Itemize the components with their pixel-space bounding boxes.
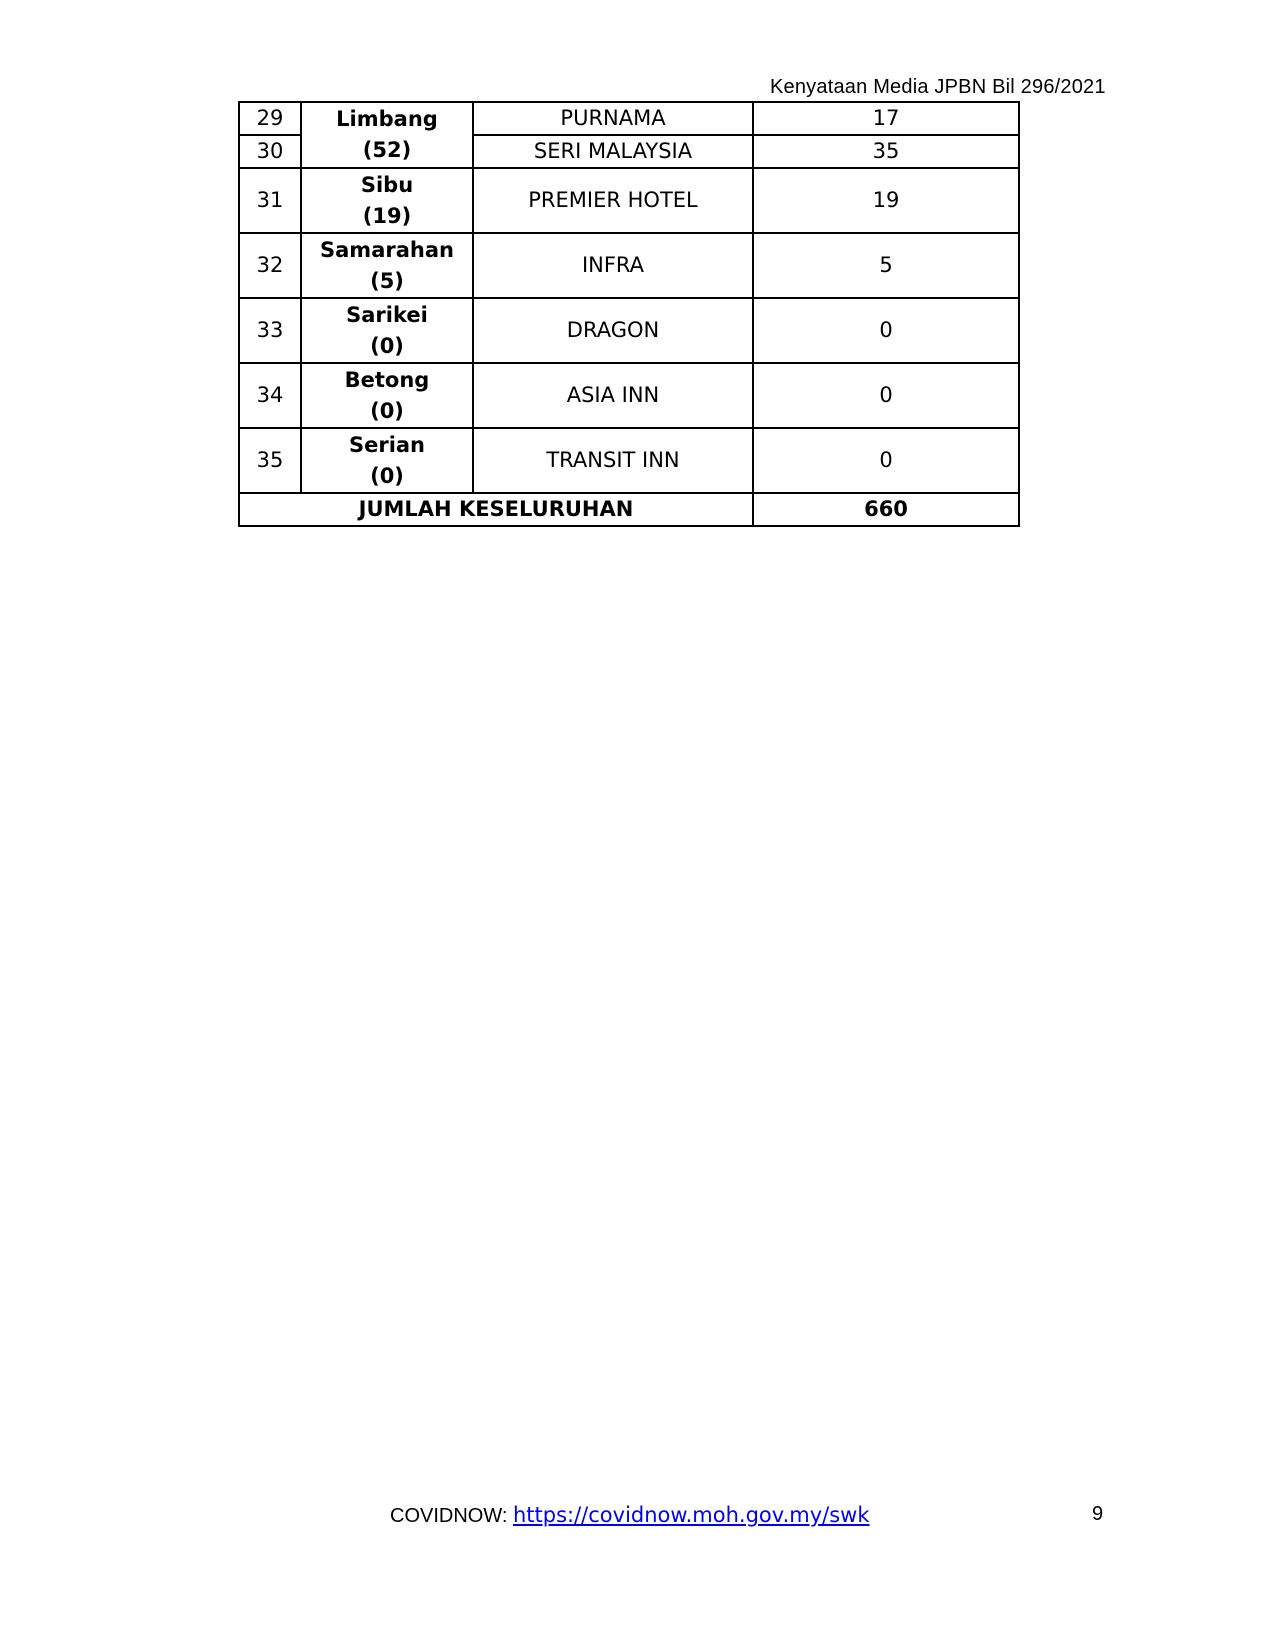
total-label: JUMLAH KESELURUHAN [239, 493, 753, 526]
division-total: (19) [362, 203, 412, 228]
table-row [239, 363, 1019, 428]
division-total: (5) [370, 268, 404, 293]
division-cell [301, 363, 473, 428]
hotel-count: 0 [753, 298, 1019, 363]
hotel-name: PURNAMA [473, 102, 753, 135]
division-cell [301, 233, 473, 298]
division-cell [301, 102, 473, 168]
hotel-name: PREMIER HOTEL [473, 168, 753, 233]
division-name: Sibu [360, 172, 414, 197]
statement-reference: Kenyataan Media JPBN Bil 296/2021 [770, 76, 1106, 98]
hotel-count: 35 [753, 135, 1019, 168]
hotel-count: 5 [753, 233, 1019, 298]
division-cell [301, 298, 473, 363]
quarantine-hotel-table [238, 101, 1020, 527]
division-name: Sarikei [346, 302, 428, 327]
hotel-name: SERI MALAYSIA [473, 135, 753, 168]
table-row [239, 298, 1019, 363]
row-number: 32 [239, 233, 301, 298]
total-row [239, 493, 1019, 526]
division-cell [301, 168, 473, 233]
division-total: (0) [370, 463, 404, 488]
row-number: 30 [239, 135, 301, 168]
division-name: Serian [348, 432, 426, 457]
hotel-count: 0 [753, 428, 1019, 493]
hotel-count: 19 [753, 168, 1019, 233]
division-name: Limbang [336, 107, 438, 131]
footer [390, 1503, 870, 1528]
table-row [239, 233, 1019, 298]
division-total: (0) [370, 398, 404, 423]
division-total: (0) [370, 333, 404, 358]
hotel-name: ASIA INN [473, 363, 753, 428]
row-number: 33 [239, 298, 301, 363]
footer-label: COVIDNOW: [390, 1505, 513, 1527]
division-total: (52) [362, 138, 412, 162]
row-number: 34 [239, 363, 301, 428]
hotel-name: INFRA [473, 233, 753, 298]
table-row [239, 428, 1019, 493]
covidnow-link[interactable]: https://covidnow.moh.gov.my/swk [512, 1503, 870, 1527]
table-row [239, 102, 1019, 135]
row-number: 29 [239, 102, 301, 135]
division-name: Betong [344, 367, 430, 392]
division-cell [301, 428, 473, 493]
hotel-count: 0 [753, 363, 1019, 428]
total-value: 660 [753, 493, 1019, 526]
division-name: Samarahan [320, 237, 454, 262]
row-number: 35 [239, 428, 301, 493]
hotel-name: DRAGON [473, 298, 753, 363]
table-row [239, 168, 1019, 233]
row-number: 31 [239, 168, 301, 233]
hotel-count: 17 [753, 102, 1019, 135]
page-number: 9 [1092, 1503, 1104, 1525]
hotel-name: TRANSIT INN [473, 428, 753, 493]
